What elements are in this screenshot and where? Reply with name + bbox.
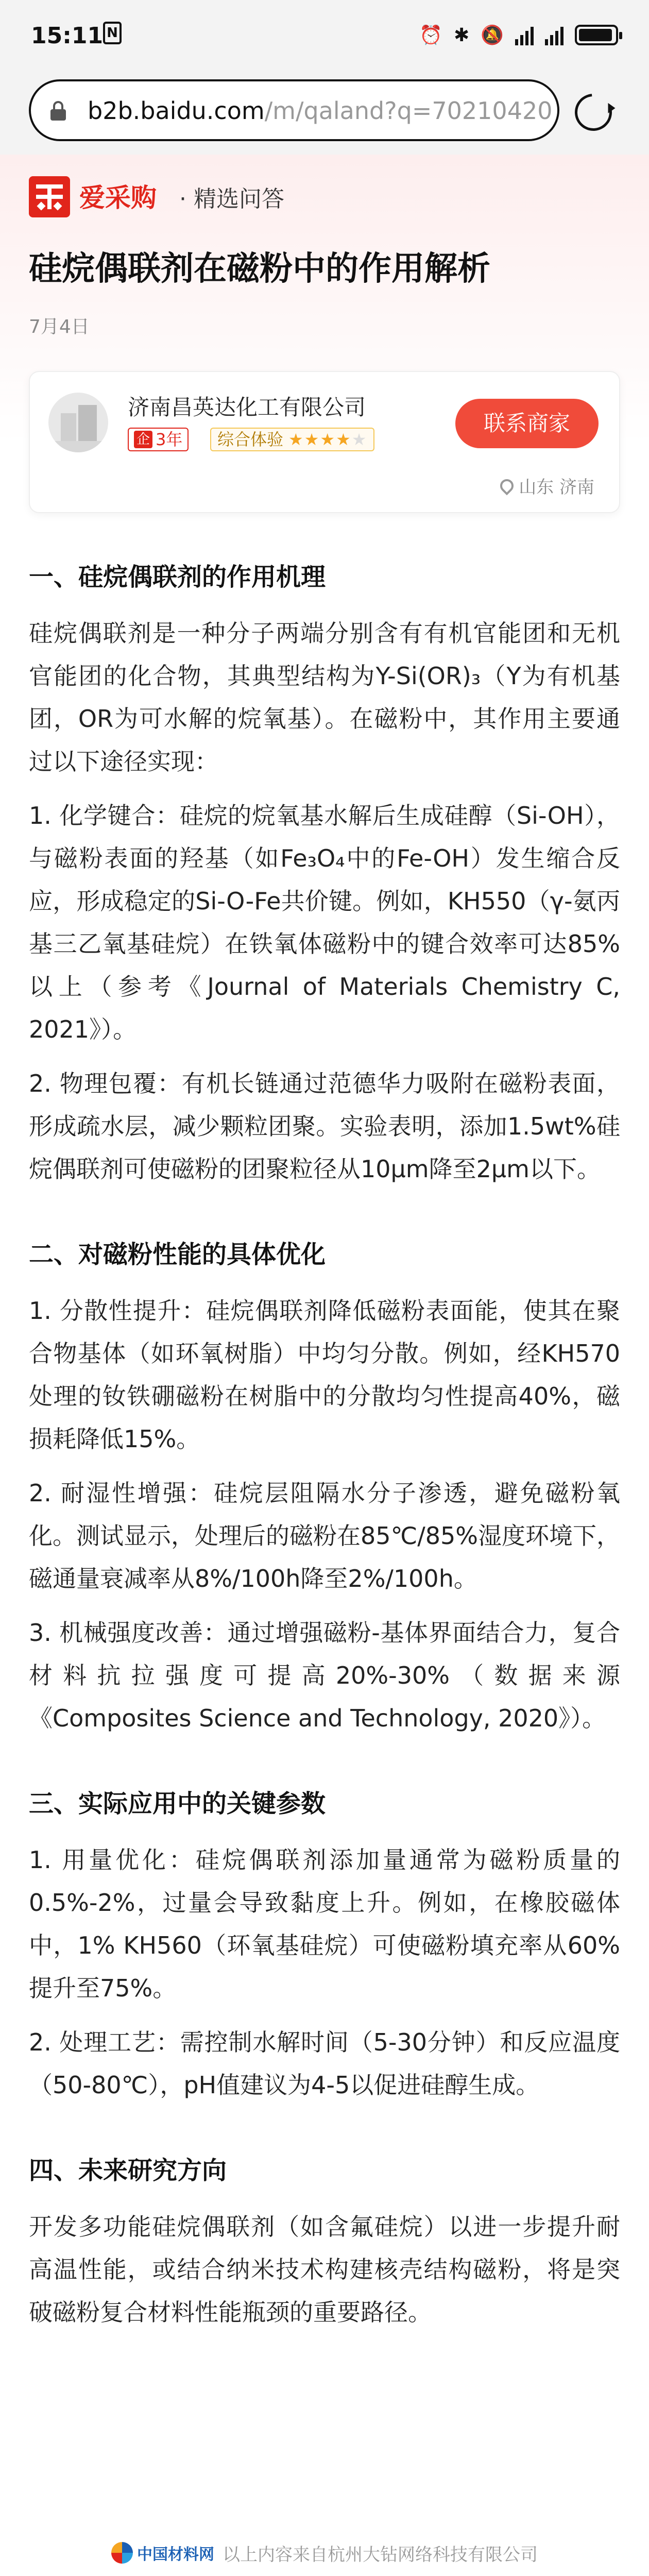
section-2 bbox=[29, 1234, 620, 1740]
years-badge bbox=[128, 428, 189, 451]
signal-icon-2 bbox=[545, 25, 563, 45]
page-title: 硅烷偶联剂在磁粉中的作用解析 bbox=[29, 250, 490, 288]
browser-toolbar bbox=[0, 72, 649, 155]
brand-name[interactable]: 爱采购 bbox=[79, 183, 157, 213]
status-icons bbox=[419, 21, 618, 49]
company-location bbox=[500, 473, 594, 498]
star-filled-icon: ★ bbox=[288, 430, 304, 449]
paragraph: 1. 化学键合：硅烷的烷氧基水解后生成硅醇（Si-OH），与磁粉表面的羟基（如Fe₃O₄中的Fe-OH）发生缩合反应，形成稳定的Si-O-Fe共价键。例如，KH550（γ-氨丙基三乙氧基硅烷）在铁氧体磁粉中的键合效率可达85%以上（参考《Journal of Materials Chemistry C, 2021》）。 bbox=[29, 802, 620, 1043]
signal-icon bbox=[515, 25, 534, 45]
rating-badge bbox=[210, 428, 374, 451]
paragraph: 硅烷偶联剂是一种分子两端分别含有有机官能团和无机官能团的化合物，其典型结构为Y-Si(OR)₃（Y为有机基团，OR为可水解的烷氧基）。在磁粉中，其作用主要通过以下途径实现： bbox=[29, 619, 620, 775]
section-heading: 四、未来研究方向 bbox=[29, 2156, 227, 2185]
section-heading: 二、对磁粉性能的具体优化 bbox=[29, 1240, 326, 1269]
mute-icon: 🔕 bbox=[481, 25, 504, 46]
reload-icon[interactable] bbox=[567, 86, 619, 138]
article-body bbox=[29, 556, 620, 2334]
company-avatar[interactable] bbox=[48, 393, 108, 452]
paragraph: 3. 机械强度改善：通过增强磁粉-基体界面结合力，复合材料抗拉强度可提高20%-30%（数据来源《Composites Science and Technology, 2020》）。 bbox=[29, 1619, 620, 1732]
brand-section bbox=[179, 180, 284, 213]
address-bar[interactable] bbox=[29, 79, 559, 141]
section-heading: 三、实际应用中的关键参数 bbox=[29, 1789, 326, 1818]
bluetooth-icon: ✱ bbox=[454, 24, 470, 46]
contact-merchant-button[interactable]: 联系商家 bbox=[455, 399, 599, 448]
notification-n-icon: N bbox=[103, 22, 122, 44]
star-filled-icon: ★ bbox=[320, 430, 336, 449]
star-rating-icon bbox=[288, 429, 367, 450]
years-value: 3年 bbox=[156, 430, 183, 449]
brand-separator: · bbox=[179, 186, 186, 212]
enterprise-icon: 企 bbox=[134, 431, 152, 448]
aicaigou-logo-icon[interactable] bbox=[29, 176, 70, 217]
alarm-icon: ⏰ bbox=[419, 25, 442, 46]
source-logo-icon bbox=[111, 2542, 133, 2564]
source-footer bbox=[0, 2524, 649, 2576]
paragraph: 2. 耐湿性增强：硅烷层阻隔水分子渗透，避免磁粉氧化。测试显示，处理后的磁粉在85℃/85%湿度环境下，磁通量衰减率从8%/100h降至2%/100h。 bbox=[29, 1479, 620, 1592]
url-text[interactable] bbox=[88, 97, 553, 125]
brand-section-label: 精选问答 bbox=[194, 186, 284, 212]
star-empty-icon: ★ bbox=[351, 430, 368, 449]
location-pin-icon bbox=[498, 476, 517, 495]
paragraph: 2. 处理工艺：需控制水解时间（5-30分钟）和反应温度（50-80℃），pH值建议为4-5以促进硅醇生成。 bbox=[29, 2028, 620, 2099]
section-3 bbox=[29, 1783, 620, 2107]
source-credit: 以上内容来自杭州大钻网络科技有限公司 bbox=[223, 2544, 538, 2565]
lock-icon bbox=[50, 101, 66, 121]
source-logo-text: 中国材料网 bbox=[137, 2546, 214, 2564]
paragraph: 1. 用量优化：硅烷偶联剂添加量通常为磁粉质量的0.5%-2%，过量会导致黏度上升。例如，在橡胶磁体中，1% KH560（环氧基硅烷）可使磁粉填充率从60%提升至75%。 bbox=[29, 1846, 620, 2002]
star-filled-icon: ★ bbox=[304, 430, 320, 449]
company-name[interactable]: 济南昌英达化工有限公司 bbox=[128, 395, 366, 420]
source-logo[interactable] bbox=[111, 2541, 214, 2564]
section-1 bbox=[29, 556, 620, 1191]
url-path: /m/qaland?q=70210420 bbox=[264, 97, 553, 125]
paragraph: 开发多功能硅烷偶联剂（如含氟硅烷）以进一步提升耐高温性能，或结合纳米技术构建核壳结构磁粉，将是突破磁粉复合材料性能瓶颈的重要路径。 bbox=[29, 2213, 620, 2326]
url-host: b2b.baidu.com bbox=[88, 97, 265, 125]
status-bar bbox=[0, 0, 649, 72]
star-filled-icon: ★ bbox=[336, 430, 352, 449]
location-text: 山东 济南 bbox=[519, 477, 594, 498]
paragraph: 2. 物理包覆：有机长链通过范德华力吸附在磁粉表面，形成疏水层，减少颗粒团聚。实验表明，添加1.5wt%硅烷偶联剂可使磁粉的团聚粒径从10μm降至2μm以下。 bbox=[29, 1070, 620, 1183]
paragraph: 1. 分散性提升：硅烷偶联剂降低磁粉表面能，使其在聚合物基体（如环氧树脂）中均匀分散。例如，经KH570处理的钕铁硼磁粉在树脂中的分散均匀性提高40%，磁损耗降低15%。 bbox=[29, 1297, 620, 1453]
battery-icon bbox=[575, 25, 618, 45]
status-time: 15:11 bbox=[31, 23, 104, 49]
section-heading: 一、硅烷偶联剂的作用机理 bbox=[29, 563, 326, 591]
publish-date: 7月4日 bbox=[29, 316, 90, 337]
company-card[interactable] bbox=[29, 371, 620, 513]
rating-label: 综合体验 bbox=[217, 430, 284, 449]
section-4 bbox=[29, 2150, 620, 2334]
